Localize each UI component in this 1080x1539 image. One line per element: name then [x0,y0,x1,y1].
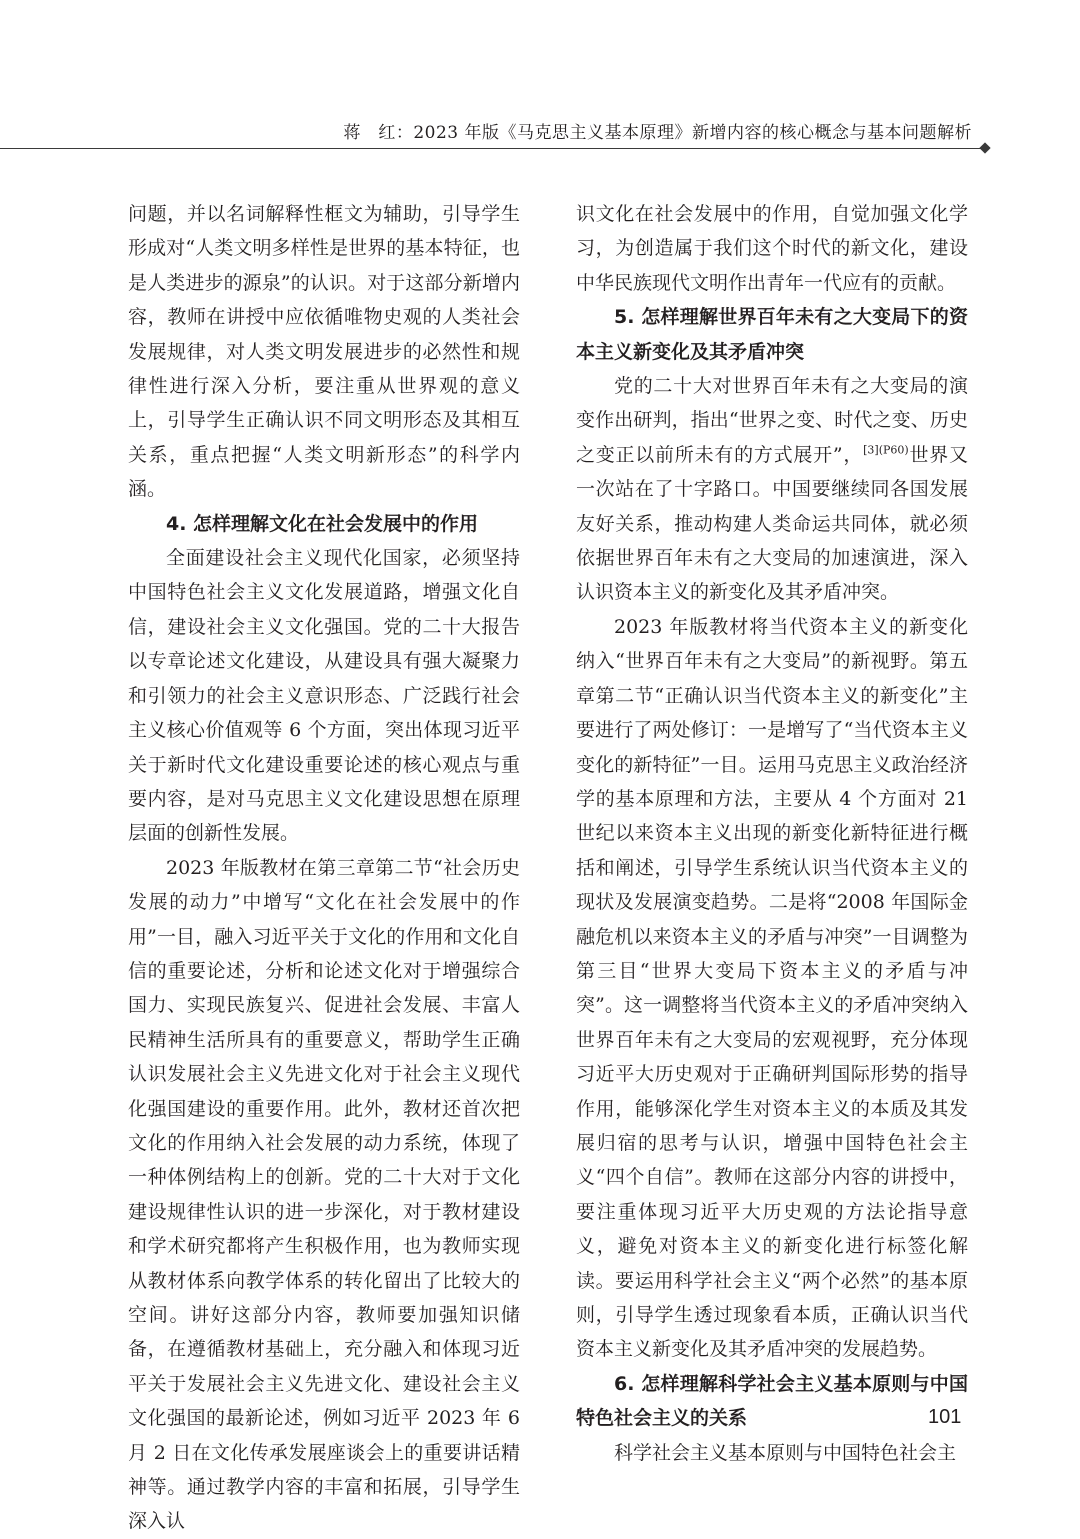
section-heading-6: 6. 怎样理解科学社会主义基本原则与中国特色社会主义的关系 [576,1372,968,1430]
citation-marker: [3](P60) [863,443,909,457]
right-column [576,197,968,1470]
header-rule [0,148,985,149]
paragraph: 2023 年版教材将当代资本主义的新变化纳入“世界百年未有之大变局”的新视野。第五章第二节“正确认识当代资本主义的新变化”主要进行了两处修订：一是增写了“当代资本主义变化的新特征”一目。运用马克思主义政治经济学的基本原理和方法，主要从 4 个方面对 21 世纪以来资本主义出现的新变化新特征进行概括和阐述，引导学生系统认识当代资本主义的现状及发展演变趋势。二是将“2008 年国际金融危机以来资本主义的矛盾与冲突”一目调整为第三目“世界大变局下资本主义的矛盾与冲突”。这一调整将当代资本主义的矛盾冲突纳入世界百年未有之大变局的宏观视野，充分体现习近平大历史观对于正确研判国际形势的指导作用，能够深化学生对资本主义的本质及其发展归宿的思考与认识，增强中国特色社会主义“四个自信”。教师在这部分内容的讲授中，要注重体现习近平大历史观的方法论指导意义，避免对资本主义的新变化进行标签化解读。要运用科学社会主义“两个必然”的基本原则，引导学生透过现象看本质，正确认识当代资本主义新变化及其矛盾冲突的发展趋势。 [576,615,968,1361]
paragraph: 2023 年版教材在第三章第二节“社会历史发展的动力”中增写“文化在社会发展中的作用”一目，融入习近平关于文化的作用和文化自信的重要论述，分析和论述文化对于增强综合国力、实现民族复兴、促进社会发展、丰富人民精神生活所具有的重要意义，帮助学生正确认识发展社会主义先进文化对于社会主义现代化强国建设的重要作用。此外，教材还首次把文化的作用纳入社会发展的动力系统，体现了一种体例结构上的创新。党的二十大对于文化建设规律性认识的进一步深化，对于教材建设和学术研究都将产生积极作用，也为教师实现从教材体系向教学体系的转化留出了比较大的空间。讲好这部分内容，教师要加强知识储备，在遵循教材基础上，充分融入和体现习近平关于发展社会主义先进文化、建设社会主义文化强国的最新论述，例如习近平 2023 年 6 月 2 日在文化传承发展座谈会上的重要讲话精神等。通过教学内容的丰富和拓展，引导学生深入认 [128,856,520,1533]
paragraph-text: 党的二十大对世界百年未有之大变局的演变作出研判，指出“世界之变、时代之变、历史之变正以前所未有的方式展开”， [576,375,968,466]
paragraph: 识文化在社会发展中的作用，自觉加强文化学习，为创造属于我们这个时代的新文化，建设中华民族现代文明作出青年一代应有的贡献。 [576,203,968,294]
section-heading-5: 5. 怎样理解世界百年未有之大变局下的资本主义新变化及其矛盾冲突 [576,306,968,363]
paragraph: 全面建设社会主义现代化国家，必须坚持中国特色社会主义文化发展道路，增强文化自信，建设社会主义文化强国。党的二十大报告以专章论述文化建设，从建设具有强大凝聚力和引领力的社会主义意识形态、广泛践行社会主义核心价值观等 6 个方面，突出体现习近平关于新时代文化建设重要论述的核心观点与重要内容，是对马克思主义文化建设思想在原理层面的创新性发展。 [128,547,520,845]
running-header: 蒋 红：2023 年版《马克思主义基本原理》新增内容的核心概念与基本问题解析 [343,123,972,143]
section-heading-4: 4. 怎样理解文化在社会发展中的作用 [166,512,479,535]
paragraph: 问题，并以名词解释性框文为辅助，引导学生形成对“人类文明多样性是世界的基本特征，也是人类进步的源泉”的认识。对于这部分新增内容，教师在讲授中应依循唯物史观的人类社会发展规律，对人类文明发展进步的必然性和规律性进行深入分析，要注重从世界观的意义上，引导学生正确认识不同文明形态及其相互关系，重点把握“人类文明新形态”的科学内涵。 [128,203,520,501]
left-column [128,197,520,1539]
paragraph-with-citation [576,369,968,610]
page-number: 101 [928,1406,962,1428]
paragraph-text: 世界又一次站在了十字路口。中国要继续同各国发展友好关系，推动构建人类命运共同体，就必须依据世界百年未有之大变局的加速演进，深入认识资本主义的新变化及其矛盾冲突。 [576,443,968,604]
paragraph: 科学社会主义基本原则与中国特色社会主 [614,1441,957,1464]
